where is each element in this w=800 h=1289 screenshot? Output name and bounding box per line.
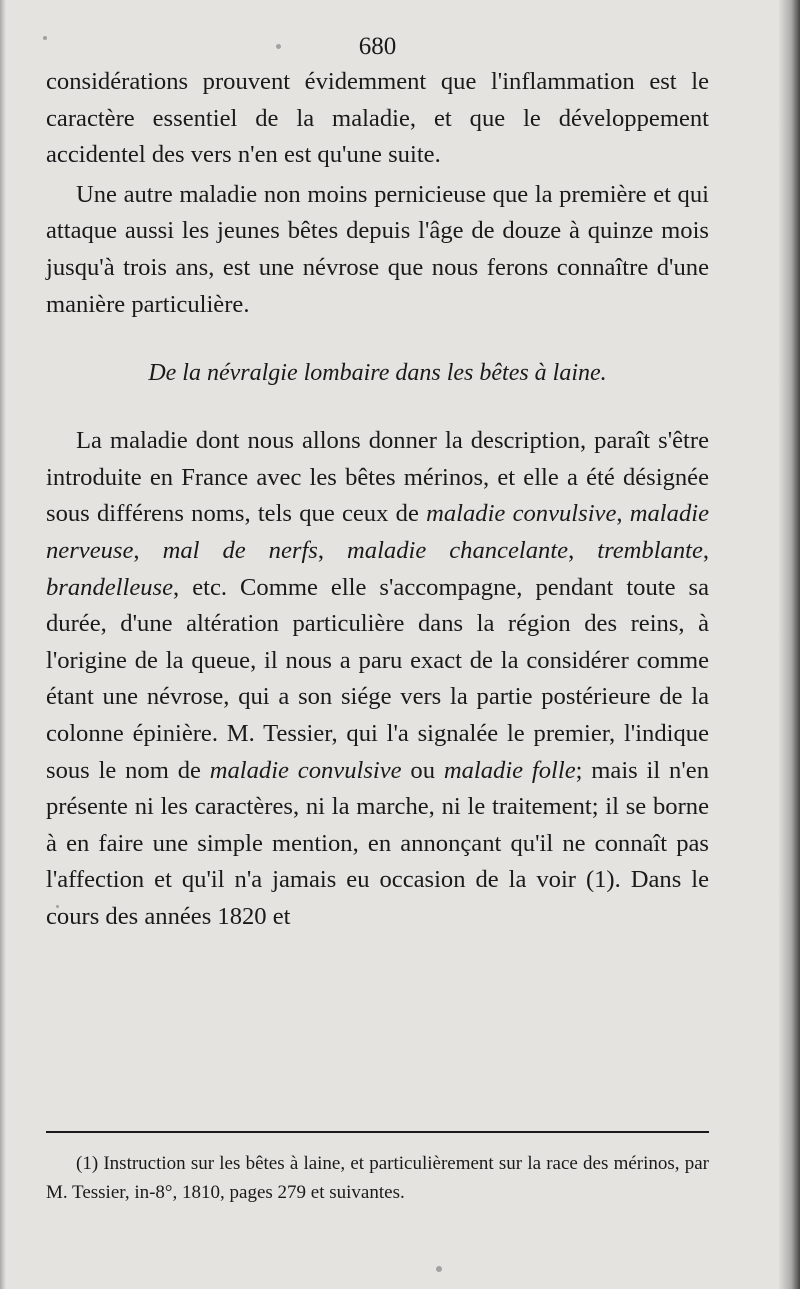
body-text-run: , <box>568 536 598 564</box>
paper-speck <box>56 905 59 908</box>
paragraph-body <box>46 423 709 935</box>
italic-term: maladie chancelante <box>347 536 569 564</box>
page-number: 680 <box>358 33 397 60</box>
body-text-run: , <box>133 536 163 564</box>
body-text-run: La maladie dont nous allons donner la description, paraît s'être introduite en France avec les bêtes mérinos, et elle a été désignée sous différens noms, tels que ceux de <box>46 427 709 528</box>
italic-term: maladie convulsive <box>426 500 617 528</box>
paper-speck <box>436 1266 442 1272</box>
body-text-run: ; mais il n'en présente ni les caractères, ni la marche, ni le traitement; il se borne à en faire une simple mention, en annonçant qu'il ne connaît pas l'affection et qu'il n'a jamais eu occasion de la voir (1). Dans le cours des années 1820 et <box>46 756 709 930</box>
body-text-run: , <box>317 536 348 564</box>
section-heading: De la névralgie lombaire dans les bêtes à laine. <box>148 360 607 387</box>
page-right-edge-shadow <box>778 0 800 1289</box>
italic-term: maladie folle <box>443 756 576 784</box>
italic-term: mal de nerfs <box>162 536 318 564</box>
footnote-separator-rule <box>46 1131 709 1133</box>
main-text-block <box>46 30 709 935</box>
italic-term: maladie convulsive <box>209 756 402 784</box>
paper-speck <box>276 44 281 49</box>
paragraph-second: Une autre maladie non moins pernicieuse que la première et qui attaque aussi les jeunes bêtes depuis l'âge de douze à quinze mois jusqu'à trois ans, est une névrose que nous ferons connaître d'une manière particulière. <box>46 180 709 318</box>
italic-term: maladie nerveuse <box>46 500 709 564</box>
paper-speck <box>43 36 47 40</box>
body-text-run: , <box>616 500 630 528</box>
footnote: (1) Instruction sur les bêtes à laine, et particulièrement sur la race des mérinos, par M. Tessier, in-8°, 1810, pages 279 et suivantes. <box>46 1153 709 1203</box>
body-text-run: ou <box>401 756 444 784</box>
italic-term: brandelleuse <box>46 573 174 601</box>
body-text-run: , etc. Comme elle s'accompagne, pendant toute sa durée, d'une altération particulière dans la région des reins, à l'origine de la queue, il nous a paru exact de la considérer comme étant une névrose, qui a son siége vers la partie postérieure de la colonne épinière. M. Tessier, qui l'a signalée le premier, l'indique sous le nom de <box>46 573 709 784</box>
paragraph-continuation: considérations prouvent évidemment que l'inflammation est le caractère essentiel de la maladie, et que le développement accidentel des vers n'en est qu'une suite. <box>46 68 709 169</box>
italic-term: tremblante <box>597 536 703 564</box>
body-text-run: , <box>702 536 710 564</box>
page-left-edge-shadow <box>0 0 6 1289</box>
